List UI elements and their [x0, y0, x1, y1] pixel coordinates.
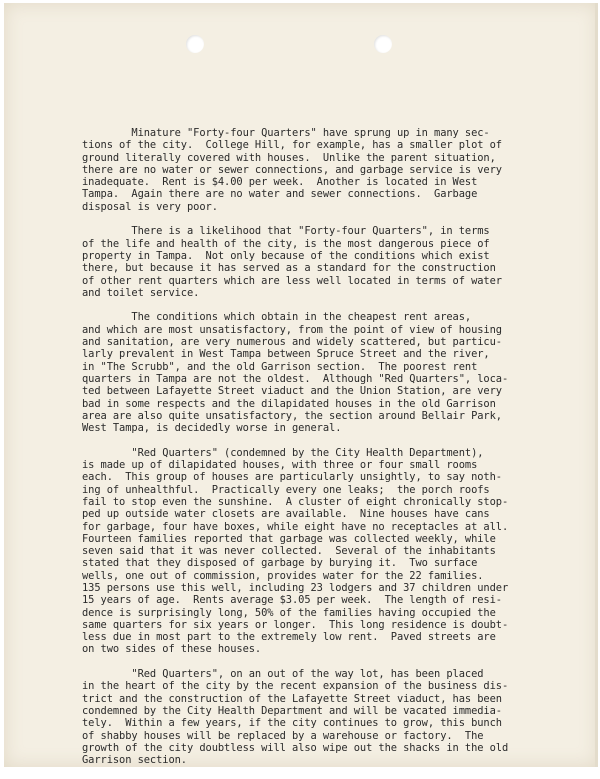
text-line: ted between Lafayette Street viaduct and the Union Station, are very: [82, 385, 502, 398]
punch-hole-right: [374, 35, 392, 53]
document-body: [82, 127, 556, 779]
text-line: on two sides of these houses.: [82, 643, 262, 656]
text-line: is made up of dilapidated houses, with three or four small rooms: [82, 459, 478, 472]
text-line: Garrison section.: [82, 754, 187, 767]
text-line: "Red Quarters" (condemned by the City Health Department),: [82, 446, 484, 459]
text-line: growth of the city doubtless will also wipe out the shacks in the old: [82, 741, 509, 754]
page-edge: [595, 3, 598, 767]
text-line: fail to stop even the sunshine. A cluster of eight chronically stop-: [82, 495, 509, 508]
text-line: and toilet service.: [82, 286, 200, 299]
text-line: ground literally covered with houses. Unlike the parent situation,: [82, 151, 496, 164]
text-line: disposal is very poor.: [82, 200, 218, 213]
paragraph-5: [82, 668, 556, 766]
text-line: "Red Quarters", on an out of the way lot, has been placed: [82, 668, 484, 681]
text-line: wells, one out of commission, provides water for the 22 families.: [82, 569, 484, 582]
text-line: 135 persons use this well, including 23 lodgers and 37 children under: [82, 581, 509, 594]
text-line: West Tampa, is decidedly worse in general.: [82, 422, 342, 435]
paragraph-3: [82, 311, 556, 434]
document-page: [4, 3, 598, 767]
text-line: of other rent quarters which are less well located in terms of water: [82, 274, 502, 287]
text-line: Fourteen families reported that garbage was collected weekly, while: [82, 532, 496, 545]
paragraph-2: [82, 225, 556, 299]
text-line: There is a likelihood that "Forty-four Quarters", in terms: [82, 225, 490, 238]
punch-hole-left: [186, 35, 204, 53]
text-line: ped up outside water closets are available. Nine houses have cans: [82, 508, 490, 521]
text-line: 15 years of age. Rents average $3.05 per week. The length of resi-: [82, 594, 502, 607]
text-line: in "The Scrubb", and the old Garrison section. The poorest rent: [82, 360, 478, 373]
paragraph-1: [82, 127, 556, 213]
text-line: The conditions which obtain in the cheapest rent areas,: [82, 311, 472, 324]
text-line: for garbage, four have boxes, while eight have no receptacles at all.: [82, 520, 509, 533]
text-line: seven said that it was never collected. Several of the inhabitants: [82, 545, 496, 558]
text-line: quarters in Tampa are not the oldest. Although "Red Quarters", loca-: [82, 372, 509, 385]
text-line: ing of unhealthful. Practically every one leaks; the porch roofs: [82, 483, 490, 496]
text-line: dence is surprisingly long, 50% of the families having occupied the: [82, 606, 496, 619]
text-line: less due in most part to the extremely low rent. Paved streets are: [82, 631, 496, 644]
text-line: there are no water or sewer connections, and garbage service is very: [82, 163, 502, 176]
text-line: and sanitation, are very numerous and widely scattered, but particu-: [82, 336, 502, 349]
text-line: larly prevalent in West Tampa between Spruce Street and the river,: [82, 348, 490, 361]
text-line: property in Tampa. Not only because of the conditions which exist: [82, 249, 490, 262]
text-line: there, but because it has served as a standard for the construction: [82, 262, 496, 275]
text-line: tions of the city. College Hill, for example, has a smaller plot of: [82, 139, 502, 152]
text-line: each. This group of houses are particularly unsightly, to say noth-: [82, 471, 502, 484]
paragraph-4: [82, 447, 556, 656]
text-line: condemned by the City Health Department and will be vacated immedia-: [82, 704, 502, 717]
text-line: Tampa. Again there are no water and sewer connections. Garbage: [82, 188, 478, 201]
text-line: bad in some respects and the dilapidated houses in the old Garrison: [82, 397, 496, 410]
text-line: area are also quite unsatisfactory, the section around Bellair Park,: [82, 409, 502, 422]
text-line: of shabby houses will be replaced by a warehouse or factory. The: [82, 729, 484, 742]
text-line: inadequate. Rent is $4.00 per week. Another is located in West: [82, 176, 478, 189]
text-line: of the life and health of the city, is the most dangerous piece of: [82, 237, 490, 250]
text-line: trict and the construction of the Lafayette Street viaduct, has been: [82, 692, 502, 705]
text-line: and which are most unsatisfactory, from the point of view of housing: [82, 323, 502, 336]
text-line: stated that they disposed of garbage by burying it. Two surface: [82, 557, 478, 570]
text-line: in the heart of the city by the recent expansion of the business dis-: [82, 680, 509, 693]
text-line: Minature "Forty-four Quarters" have sprung up in many sec-: [82, 127, 490, 139]
text-line: tely. Within a few years, if the city continues to grow, this bunch: [82, 717, 502, 730]
text-line: same quarters for six years or longer. This long residence is doubt-: [82, 618, 509, 631]
